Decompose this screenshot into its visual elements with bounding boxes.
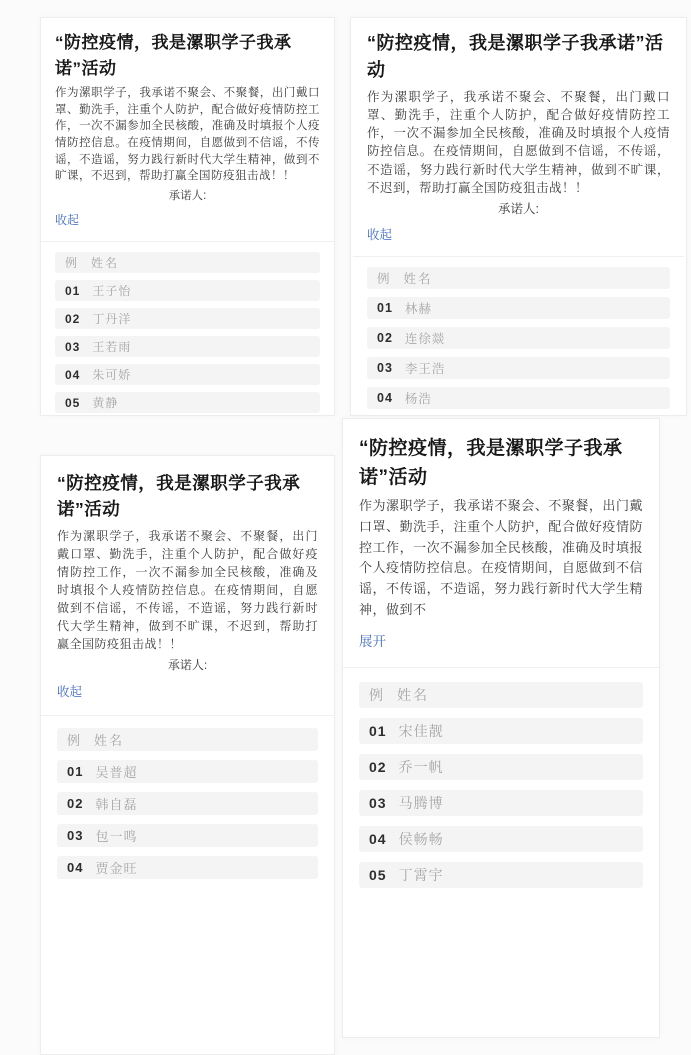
list-item-name: 黄静 <box>92 396 119 411</box>
list-item-name: 侯畅畅 <box>398 830 444 847</box>
pledge-panel-bottom-left <box>40 455 335 1055</box>
column-header-name: 姓名 <box>397 686 429 703</box>
section-divider <box>353 256 684 257</box>
column-header-index: 例 <box>377 271 390 286</box>
pledge-panel-top-right <box>350 17 687 416</box>
page-title: “防控疫情，我是漯职学子我承诺”活动 <box>55 33 292 78</box>
section-divider <box>41 241 334 242</box>
list-item-name: 韩自磊 <box>95 796 138 812</box>
list-item-index: 03 <box>369 794 387 811</box>
list-item-name: 马腾博 <box>398 794 444 811</box>
list-item <box>359 790 643 816</box>
page-title: “防控疫情，我是漯职学子我承诺”活动 <box>367 33 664 80</box>
list-item-index: 01 <box>65 283 81 298</box>
pledge-panel-bottom-right <box>342 418 660 1038</box>
list-item-name: 丁丹洋 <box>92 312 132 327</box>
list-item <box>55 280 320 301</box>
list-item <box>359 862 643 888</box>
list-item-index: 01 <box>369 722 387 739</box>
list-item <box>367 297 670 319</box>
list-item-index: 04 <box>377 390 393 405</box>
list-header-row <box>57 728 318 751</box>
pledge-body-text: 作为漯职学子，我承诺不聚会、不聚餐，出门戴口罩、勤洗手，注重个人防护，配合做好疫情防控工作，一次不漏参加全民核酸，准确及时填报个人疫情防控信息。在疫情期间，自愿做到不信谣，不传谣，不造谣，努力践行新时代大学生精神，做到不旷课，不迟到，帮助打赢全国防疫狙击战！！ <box>367 90 670 195</box>
list-item-index: 05 <box>369 866 387 883</box>
list-item-index: 02 <box>377 330 393 345</box>
list-item <box>359 826 643 852</box>
name-list <box>57 760 318 879</box>
column-header-name: 姓名 <box>91 256 120 271</box>
list-header-row <box>359 682 643 708</box>
list-item-name: 杨浩 <box>404 391 432 406</box>
list-item-name: 朱可娇 <box>92 368 132 383</box>
column-header-index: 例 <box>369 686 383 703</box>
section-divider <box>41 715 334 716</box>
name-list <box>367 297 670 416</box>
column-header-name: 姓名 <box>403 271 433 286</box>
name-list <box>359 718 643 888</box>
list-item-name: 连徐燚 <box>404 331 446 346</box>
list-item <box>367 387 670 409</box>
list-header-row <box>55 252 320 273</box>
list-item-name: 包一鸣 <box>95 828 138 844</box>
expand-link[interactable]: 展开 <box>359 633 386 649</box>
list-item-name: 宋佳靓 <box>398 722 444 739</box>
column-header-index: 例 <box>67 732 81 748</box>
list-item <box>359 718 643 744</box>
signer-label: 承诺人: <box>167 657 208 672</box>
signer-label: 承诺人: <box>168 190 207 203</box>
collapse-link[interactable]: 收起 <box>367 227 393 242</box>
list-item-index: 04 <box>369 830 387 847</box>
page-title: “防控疫情，我是漯职学子我承诺”活动 <box>57 473 301 520</box>
list-item-index: 03 <box>65 339 81 354</box>
list-item-index: 02 <box>67 795 84 811</box>
list-item-name: 王子怡 <box>92 284 132 299</box>
list-item <box>367 327 670 349</box>
collapse-link[interactable]: 收起 <box>55 213 80 228</box>
pledge-body-text: 作为漯职学子，我承诺不聚会、不聚餐，出门戴口罩、勤洗手，注重个人防护，配合做好疫情防控工作，一次不漏参加全民核酸，准确及时填报个人疫情防控信息。在疫情期间，自愿做到不信谣，不传谣，不造谣，努力践行新时代大学生精神，做到不旷课，不迟到，帮助打赢全国防疫狙击战！！ <box>57 528 318 651</box>
list-item-name: 贾金旺 <box>95 860 138 876</box>
collapse-link[interactable]: 收起 <box>57 684 83 699</box>
list-item-name: 王若雨 <box>92 340 132 355</box>
list-item <box>55 364 320 385</box>
list-item <box>57 824 318 847</box>
signer-label: 承诺人: <box>498 201 539 216</box>
list-item-index: 04 <box>67 859 84 875</box>
list-item <box>57 856 318 879</box>
list-item <box>367 357 670 379</box>
list-item-name: 丁霄宇 <box>398 866 444 883</box>
list-item-index: 03 <box>377 360 393 375</box>
pledge-panel-top-left <box>40 17 335 416</box>
list-item <box>55 308 320 329</box>
column-header-index: 例 <box>65 256 78 271</box>
list-item-index: 02 <box>369 758 387 775</box>
list-header-row <box>367 267 670 289</box>
list-item-name: 李王浩 <box>404 361 446 376</box>
list-item-index: 04 <box>65 367 81 382</box>
column-header-name: 姓名 <box>94 732 125 748</box>
name-list <box>55 280 320 416</box>
list-item-index: 03 <box>67 827 84 843</box>
list-item <box>57 760 318 783</box>
list-item <box>55 392 320 413</box>
list-item <box>55 336 320 357</box>
list-item-index: 02 <box>65 311 81 326</box>
list-item-index: 05 <box>65 395 81 410</box>
page-title: “防控疫情，我是漯职学子我承诺”活动 <box>359 438 623 488</box>
list-item-name: 乔一帆 <box>398 758 444 775</box>
pledge-body-text: 作为漯职学子，我承诺不聚会、不聚餐，出门戴口罩、勤洗手，注重个人防护，配合做好疫情防控工作，一次不漏参加全民核酸，准确及时填报个人疫情防控信息。在疫情期间，自愿做到不信谣，不传谣，不造谣，努力践行新时代大学生精神，做到不 <box>359 498 643 617</box>
section-divider <box>343 667 659 668</box>
list-item-name: 林赫 <box>404 301 432 316</box>
list-item-name: 吴普超 <box>95 764 138 780</box>
list-item <box>57 792 318 815</box>
pledge-body-text: 作为漯职学子，我承诺不聚会、不聚餐，出门戴口罩、勤洗手，注重个人防护，配合做好疫情防控工作，一次不漏参加全民核酸，准确及时填报个人疫情防控信息。在疫情期间，自愿做到不信谣，不传谣，不造谣，努力践行新时代大学生精神，做到不旷课，不迟到，帮助打赢全国防疫狙击战！！ <box>55 87 320 183</box>
list-item-index: 01 <box>377 300 393 315</box>
list-item <box>359 754 643 780</box>
list-item-index: 01 <box>67 763 84 779</box>
